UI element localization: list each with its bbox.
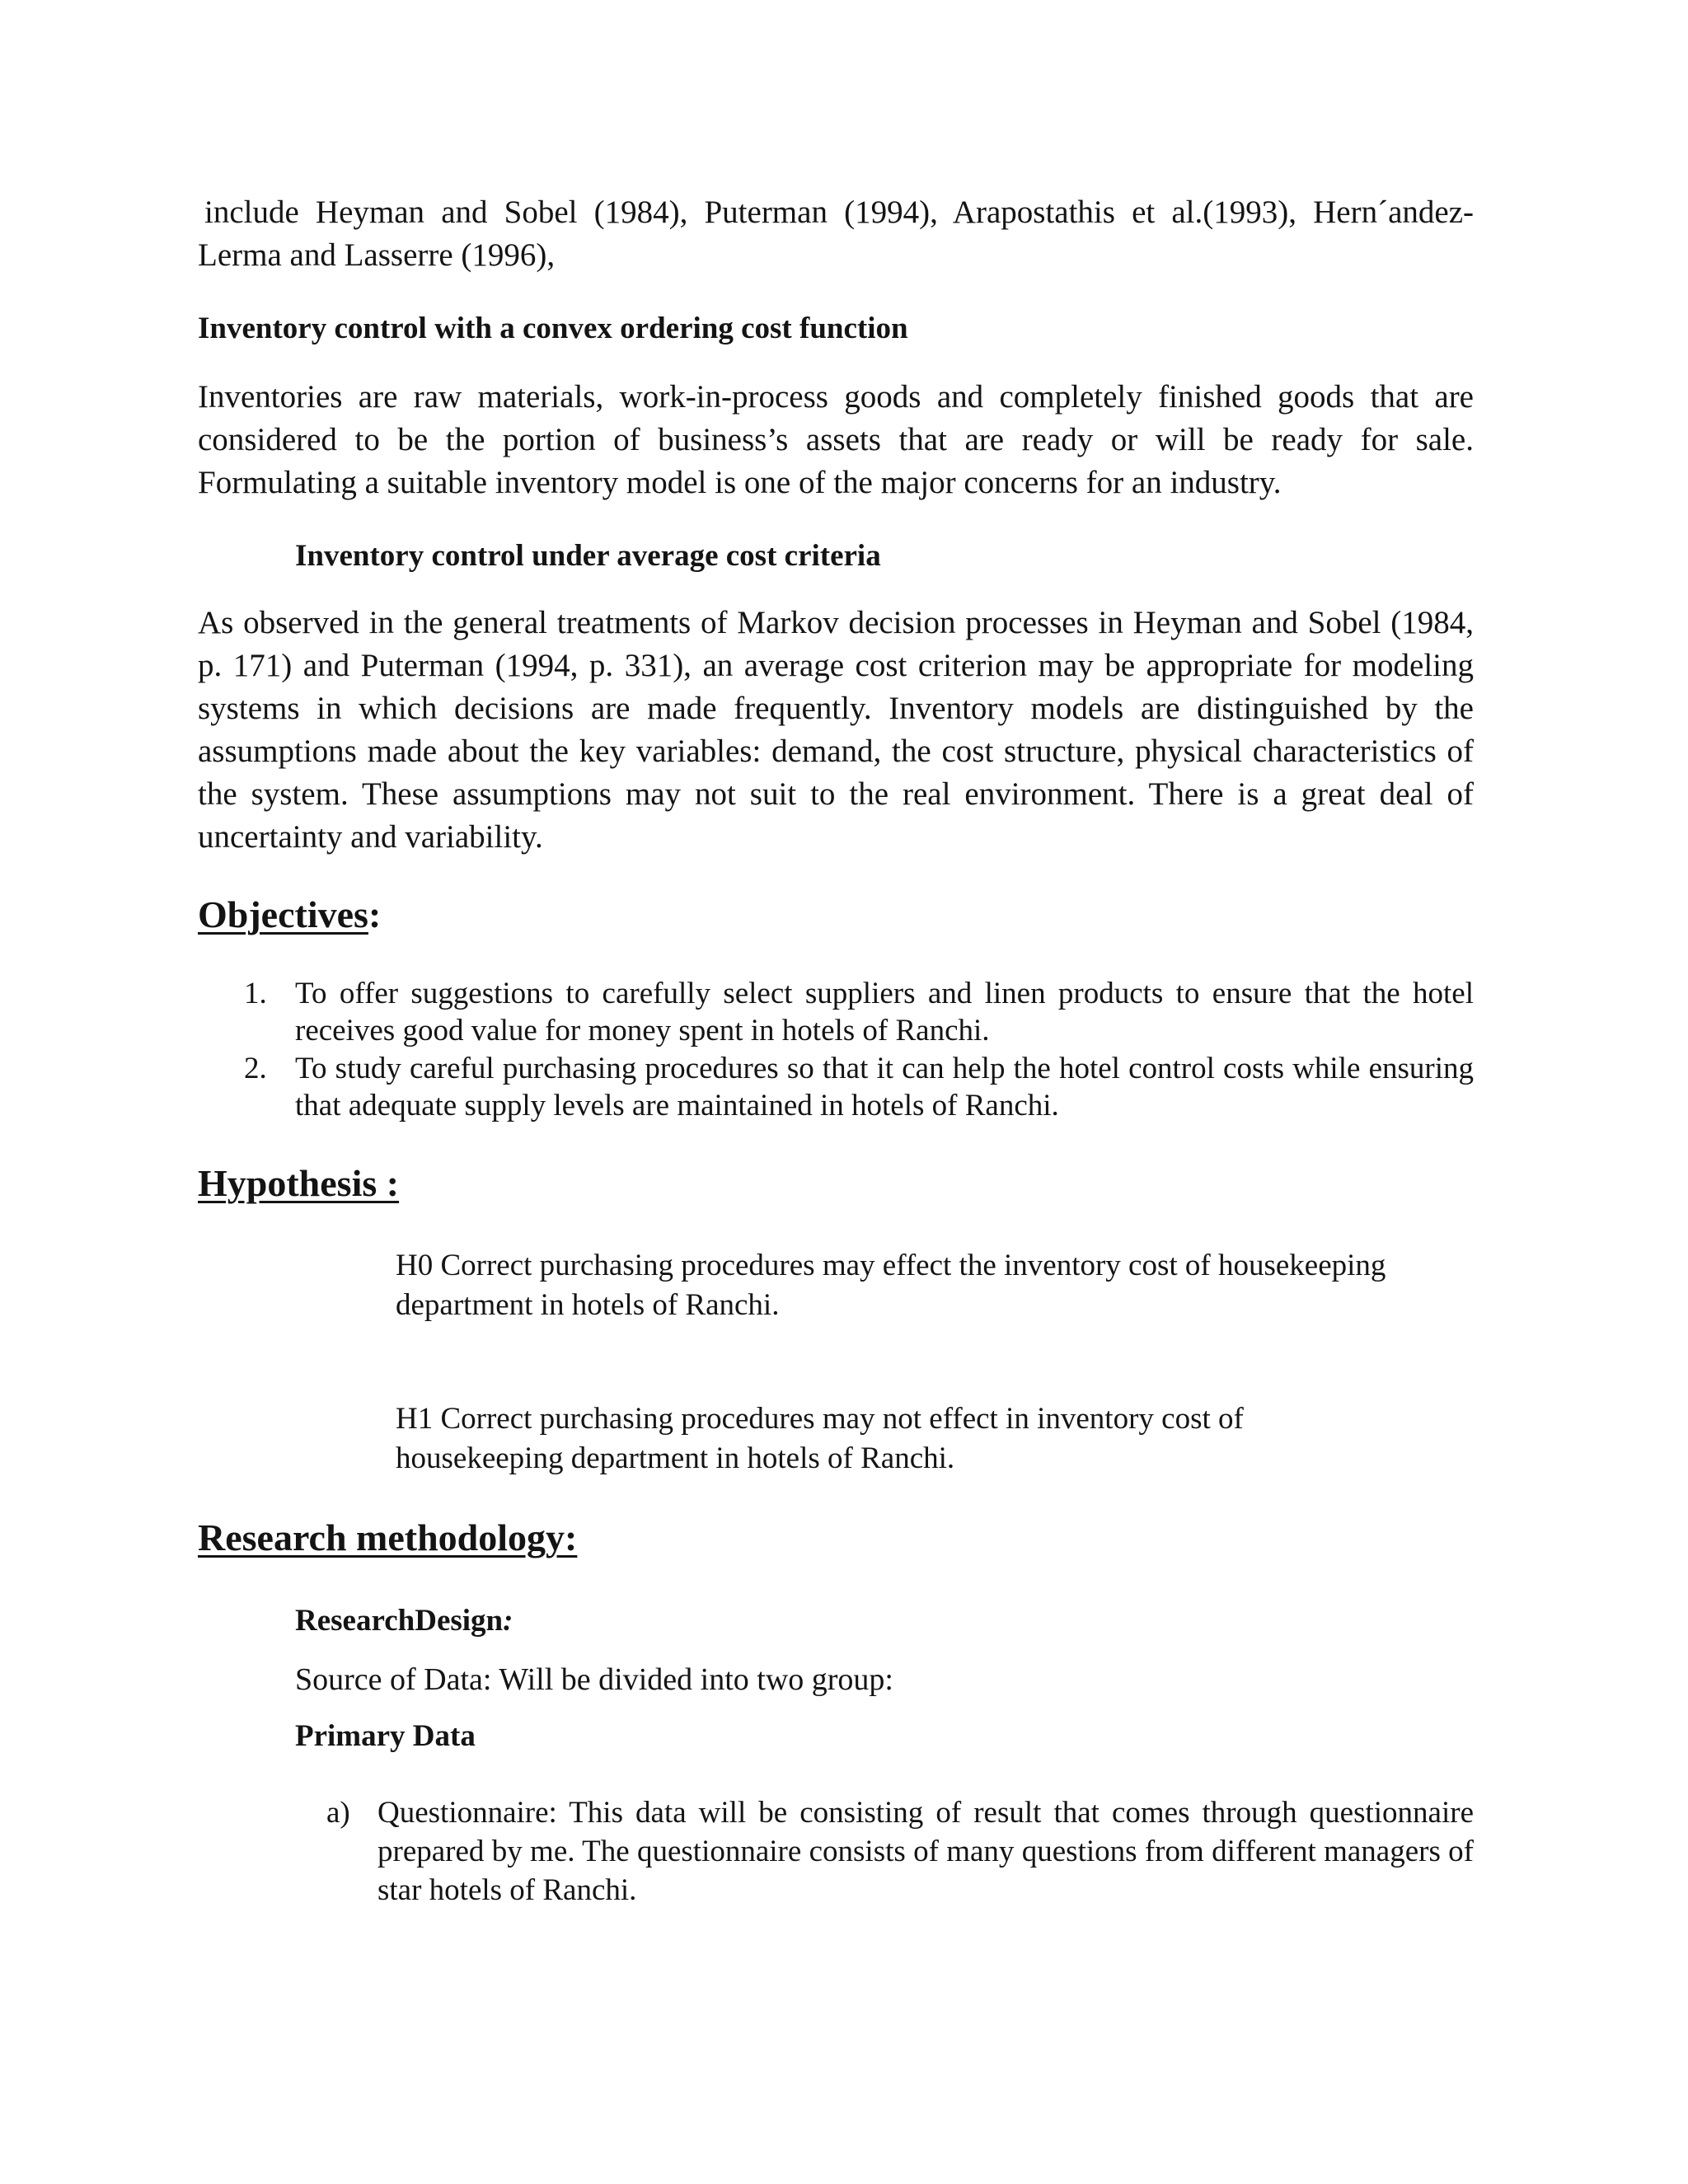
research-design-text: ResearchDesign — [295, 1604, 504, 1638]
list-marker: a) — [326, 1796, 350, 1830]
list-item-text: To offer suggestions to carefully select suppliers and linen products to ensure that the hotel receives good value for money spent in hotels of Ranchi. — [295, 977, 1474, 1047]
list-item-text: To study careful purchasing procedures so that it can help the hotel control costs while ensuring that adequate supply levels are maintained in hotels of Ranchi. — [295, 1052, 1474, 1122]
intro-paragraph — [198, 191, 1474, 277]
intro-line-2: Lerma and Lasserre (1996), — [198, 237, 556, 273]
research-design-heading — [295, 1602, 513, 1640]
list-marker: 1. — [244, 977, 267, 1010]
hypothesis-h1: H1 Correct purchasing procedures may not effect in inventory cost of housekeeping department in hotels of Ranchi. — [396, 1402, 1244, 1475]
primary-data-heading: Primary Data — [295, 1719, 476, 1753]
methodology-heading: Research methodology: — [198, 1516, 578, 1558]
list-marker: 2. — [244, 1052, 267, 1085]
list-item-text: Questionnaire: This data will be consisting of result that comes through questionnaire prepared by me. The questionnaire consists of many questions from different managers of star hotels of Ranchi. — [377, 1796, 1474, 1907]
objectives-heading-text: Objectives — [198, 893, 368, 935]
section-heading-average-cost: Inventory control under average cost criteria — [295, 539, 881, 573]
research-design-colon: : — [503, 1604, 513, 1638]
objective-item-1 — [244, 975, 1474, 1049]
hypothesis-heading: Hypothesis : — [198, 1162, 400, 1204]
section-paragraph-markov: As observed in the general treatments of Markov decision processes in Heyman and Sobel (1984, p. 171) and Puterman (1994, p. 331), an average cost criterion may be appropriate for modeling systems in which decisions are made frequently. Inventory models are distinguished by the assumptions made about the key variables: demand, the cost structure, physical characteristics of the system. These assumptions may not suit to the real environment. There is a great deal of uncertainty and variability. — [198, 605, 1474, 855]
source-of-data: Source of Data: Will be divided into two group: — [295, 1662, 893, 1697]
objectives-heading — [198, 892, 381, 938]
section-heading-convex-cost: Inventory control with a convex ordering cost function — [198, 312, 908, 345]
hypothesis-h0: H0 Correct purchasing procedures may effect the inventory cost of housekeeping department in hotels of Ranchi. — [396, 1249, 1386, 1322]
objective-item-2 — [244, 1050, 1474, 1124]
intro-line-1: include Heyman and Sobel (1984), Puterman (1994), Arapostathis et al.(1993), Hern´andez- — [204, 194, 1474, 230]
section-paragraph-inventories: Inventories are raw materials, work-in-process goods and completely finished goods that are considered to be the portion of business’s assets that are ready or will be ready for sale. Formulating a suitable inventory model is one of the major concerns for an industry. — [198, 379, 1474, 500]
objectives-heading-colon: : — [368, 893, 382, 935]
primary-data-item-a — [326, 1793, 1474, 1909]
